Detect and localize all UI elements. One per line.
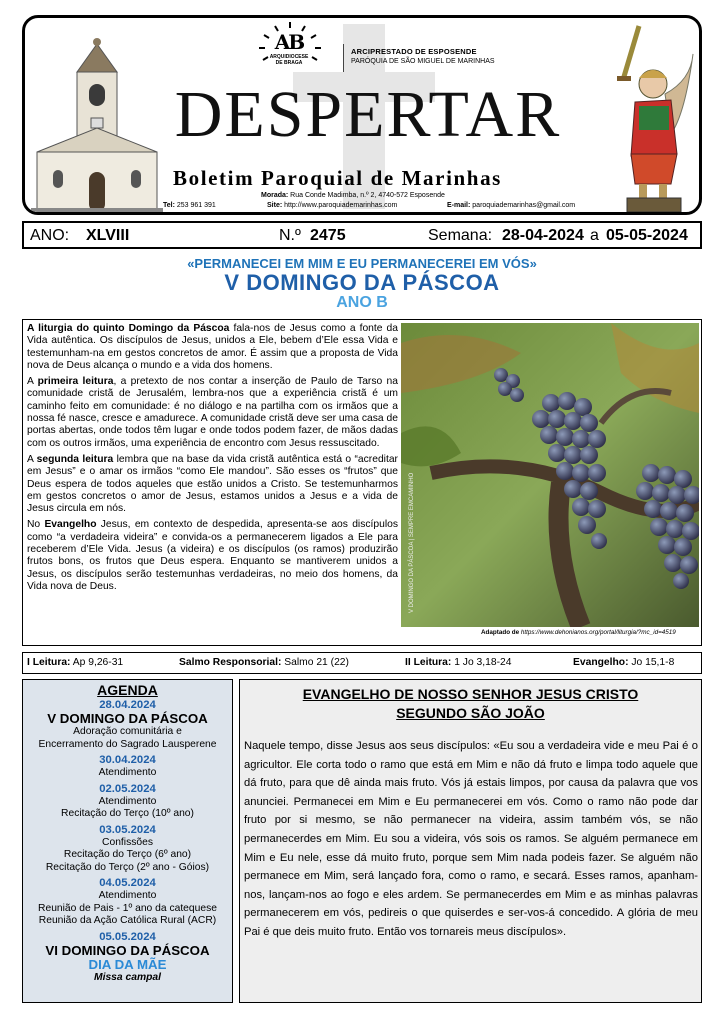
logo-divider <box>343 44 344 72</box>
masthead <box>22 15 702 215</box>
p4-lead: No <box>27 519 45 531</box>
semana-a: a <box>590 227 599 244</box>
adapt-url[interactable]: https://www.dehonianos.org/portal/liturgia/?mc_id=4519 <box>519 629 676 636</box>
agenda-list <box>23 682 232 984</box>
photo-caption: V DOMINGO DA PÁSCOA | SEMPRE EMCAMINHO <box>409 472 415 613</box>
agenda-date: 05.05.2024 <box>99 930 156 943</box>
arciprestado-label: ARCIPRESTADO DE ESPOSENDE <box>351 47 477 56</box>
agenda-title: AGENDA <box>97 682 158 698</box>
psalm <box>179 657 349 668</box>
agenda-highlight: DIA DA MÃE <box>88 956 167 972</box>
p3-text: lembra que na base da vida cristã autêntica está o “acreditar em Jesus” e o amar os irmãos “como Ele mandou”. São esses os “frutos” que Deus espera de todos aqueles que estão unidos a Cristo. Se testemunharmos em gestos concretos o amor de Jesus, estamos unidos a Jesus e a vida de Jesus circula em nós. <box>27 453 398 515</box>
address-line <box>261 192 445 199</box>
headline-ano: ANO B <box>336 294 388 311</box>
numero-value: 2475 <box>310 227 346 244</box>
reading-2-label: II Leitura: <box>405 657 452 668</box>
agenda-item: Recitação do Terço (2º ano - Góios) <box>45 861 210 873</box>
p2-text: , a pretexto de nos contar a inserção de Paulo de Tarso na comunidade cristã de Jerusalém, lembra-nos que a experiência cristã é um caminho feito em comunidade: é no diálogo e na partilha com os irmãos que a nossa fé nasce, cresce e amadurece. A comunidade cristã deve ser uma casa de portas abertas, onde todos têm lugar e onde todos podem fazer, de mãos dadas com os outros irmãos, uma experiência de encontro com Jesus ressuscitado. <box>27 376 398 449</box>
ano-value: XLVIII <box>86 227 130 244</box>
agenda-item: Adoração comunitária e <box>73 726 182 737</box>
saint-michael-illustration <box>587 24 697 214</box>
agenda-item: Confissões <box>102 836 153 848</box>
grapes-photo <box>401 323 699 627</box>
logo-sub-2: DE BRAGA <box>275 60 303 66</box>
address-value: Rua Conde Madimba, n.º 2, 4740-572 Esposende <box>288 192 445 199</box>
site-value: http://www.paroquiademarinhas.com <box>282 202 398 209</box>
agenda-item: Atendimento <box>98 890 157 901</box>
ano-label: ANO: <box>30 227 70 244</box>
reading-1-label: I Leitura: <box>27 657 71 668</box>
reading-1 <box>27 657 123 668</box>
gospel-title <box>240 685 701 723</box>
agenda-item: Reunião da Ação Católica Rural (ACR) <box>38 915 217 926</box>
agenda-box <box>22 679 233 1003</box>
tel-value: 253 961 391 <box>174 202 216 209</box>
psalm-value: Salmo 21 (22) <box>281 657 349 668</box>
gospel-text: Naquele tempo, disse Jesus aos seus discípulos: «Eu sou a verdadeira vide e meu Pai é o agricultor. Ele corta todo o ramo que está em Mim e não dá fruto e limpa todo aquele que dá fruto, para que dê ainda mais fruto. Vós já estais limpos, por causa da palavra que vos anunciei. Permanecei em Mim e Eu permanecerei em vós. Como o ramo não pode dar fruto por si mesmo, se não permanecer na videira, assim também vós, se não permanecerdes em Mim. Eu sou a videira, vós sois os ramos. Se alguém permanece em Mim e Eu nele, esse dá muito fruto, porque sem Mim nada podeis fazer. Se alguém não permanece em Mim, será lançado fora, como o ramo, e secará. Esses ramos, apanham-nos, lançam-nos ao fogo e eles ardem. Se permanecerdes em Mim e as minhas palavras permanecerem em vós, pedireis o que quiserdes e ser-vos-á concedido. A glória de meu Pai é que deis muito fruto. Então vos tornareis meus discípulos». <box>244 740 698 938</box>
p3-lead: A <box>27 453 37 465</box>
tel <box>163 202 216 209</box>
agenda-date: 04.05.2024 <box>99 877 156 889</box>
email-value: paroquiademarinhas@gmail.com <box>470 202 576 209</box>
source-attribution <box>481 629 676 636</box>
agenda-date: 28.04.2024 <box>99 699 156 711</box>
paroquia-label: PARÓQUIA DE SÃO MIGUEL DE MARINHAS <box>351 58 495 65</box>
gospel-reading-label: Evangelho: <box>573 657 629 668</box>
semana-label: Semana: <box>428 227 493 244</box>
gospel-title-line-2: SEGUNDO SÃO JOÃO <box>396 705 545 721</box>
logo-letters: AB <box>274 30 304 54</box>
agenda-item: Missa campal <box>94 971 161 983</box>
logo-sub-1: ARQUIDIOCESE <box>269 54 309 60</box>
agenda-item: Recitação do Terço (6º ano) <box>63 849 192 860</box>
gospel-reading-value: Jo 15,1-8 <box>628 657 675 668</box>
agenda-date: 02.05.2024 <box>99 782 156 795</box>
article-paragraph-1 <box>27 323 398 372</box>
email[interactable] <box>447 202 575 209</box>
gospel-reading <box>573 657 674 668</box>
agenda-event-title: V DOMINGO DA PÁSCOA <box>47 711 208 726</box>
p4-text: Jesus, em contexto de despedida, apresenta-se aos discípulos como “a verdadeira videira” e convida-os a permanecerem ligados a Ele para receberem d’Ele Vida. Jesus (a videira) e os discípulos (os ramos) produzirão frutos bons, os frutos que Deus espera. Enquanto se mantiverem unidos a Jesus, os discípulos serão testemunhas verdadeiras, no meio dos homens, da Vida nova de Deus. <box>27 519 398 592</box>
address-label: Morada: <box>261 192 289 199</box>
p2-bold: primeira leitura <box>37 376 114 388</box>
article-text <box>27 323 398 597</box>
headline-quote: «PERMANECEI EM MIM E EU PERMANECEREI EM VÓS» <box>187 256 537 271</box>
article-paragraph-3 <box>27 454 398 515</box>
p2-lead: A <box>27 376 38 388</box>
article-paragraph-2 <box>27 376 398 450</box>
semana-from: 28-04-2024 <box>502 227 584 244</box>
agenda-item: Recitação do Terço (10º ano) <box>61 808 194 819</box>
headline-sunday: V DOMINGO DA PÁSCOA <box>224 270 500 295</box>
semana-to: 05-05-2024 <box>606 227 688 244</box>
reading-1-value: Ap 9,26-31 <box>70 657 124 668</box>
agenda-item: Atendimento <box>98 767 157 778</box>
site[interactable] <box>267 202 397 209</box>
p1-text: fala-nos de Jesus como a fonte da Vida autêntica. Os discípulos de Jesus, unidos a Ele, bebem d’Ele essa Vida e testemunham-na em gestos concretos de amor. É assim que a proposta de Vida nova de Deus alcança o mundo e a vida dos homens. <box>27 323 398 371</box>
article-paragraph-4 <box>27 519 398 593</box>
issue-info-bar <box>22 221 702 249</box>
liturgy-article <box>22 319 702 646</box>
agenda-date: 30.04.2024 <box>99 754 156 766</box>
gospel-title-line-1: EVANGELHO DE NOSSO SENHOR JESUS CRISTO <box>302 686 639 702</box>
agenda-event-title: VI DOMINGO DA PÁSCOA <box>45 942 210 958</box>
gospel-box <box>239 679 702 1003</box>
agenda-item: Atendimento <box>98 795 157 807</box>
p3-bold: segunda leitura <box>36 453 114 465</box>
archdiocese-logo <box>251 24 327 66</box>
psalm-label: Salmo Responsorial: <box>179 657 282 668</box>
agenda-date: 03.05.2024 <box>99 823 156 836</box>
reading-2-value: 1 Jo 3,18-24 <box>451 657 512 668</box>
numero-label: N.º <box>279 227 301 244</box>
bulletin-subtitle: Boletim Paroquial de Marinhas <box>173 166 502 190</box>
reading-2 <box>405 657 511 668</box>
readings-bar <box>22 652 702 674</box>
adapt-label: Adaptado de <box>481 629 520 636</box>
p1-bold: A liturgia do quinto Domingo da Páscoa <box>27 323 230 334</box>
agenda-item: Encerramento do Sagrado Lausperene <box>38 738 217 750</box>
p4-bold: Evangelho <box>44 519 97 531</box>
bulletin-title: DESPERTAR <box>174 78 562 151</box>
site-label: Site: <box>267 202 283 209</box>
agenda-item: Reunião de Pais - 1º ano da catequese <box>38 902 217 914</box>
email-label: E-mail: <box>447 202 471 209</box>
tel-label: Tel: <box>163 202 175 209</box>
